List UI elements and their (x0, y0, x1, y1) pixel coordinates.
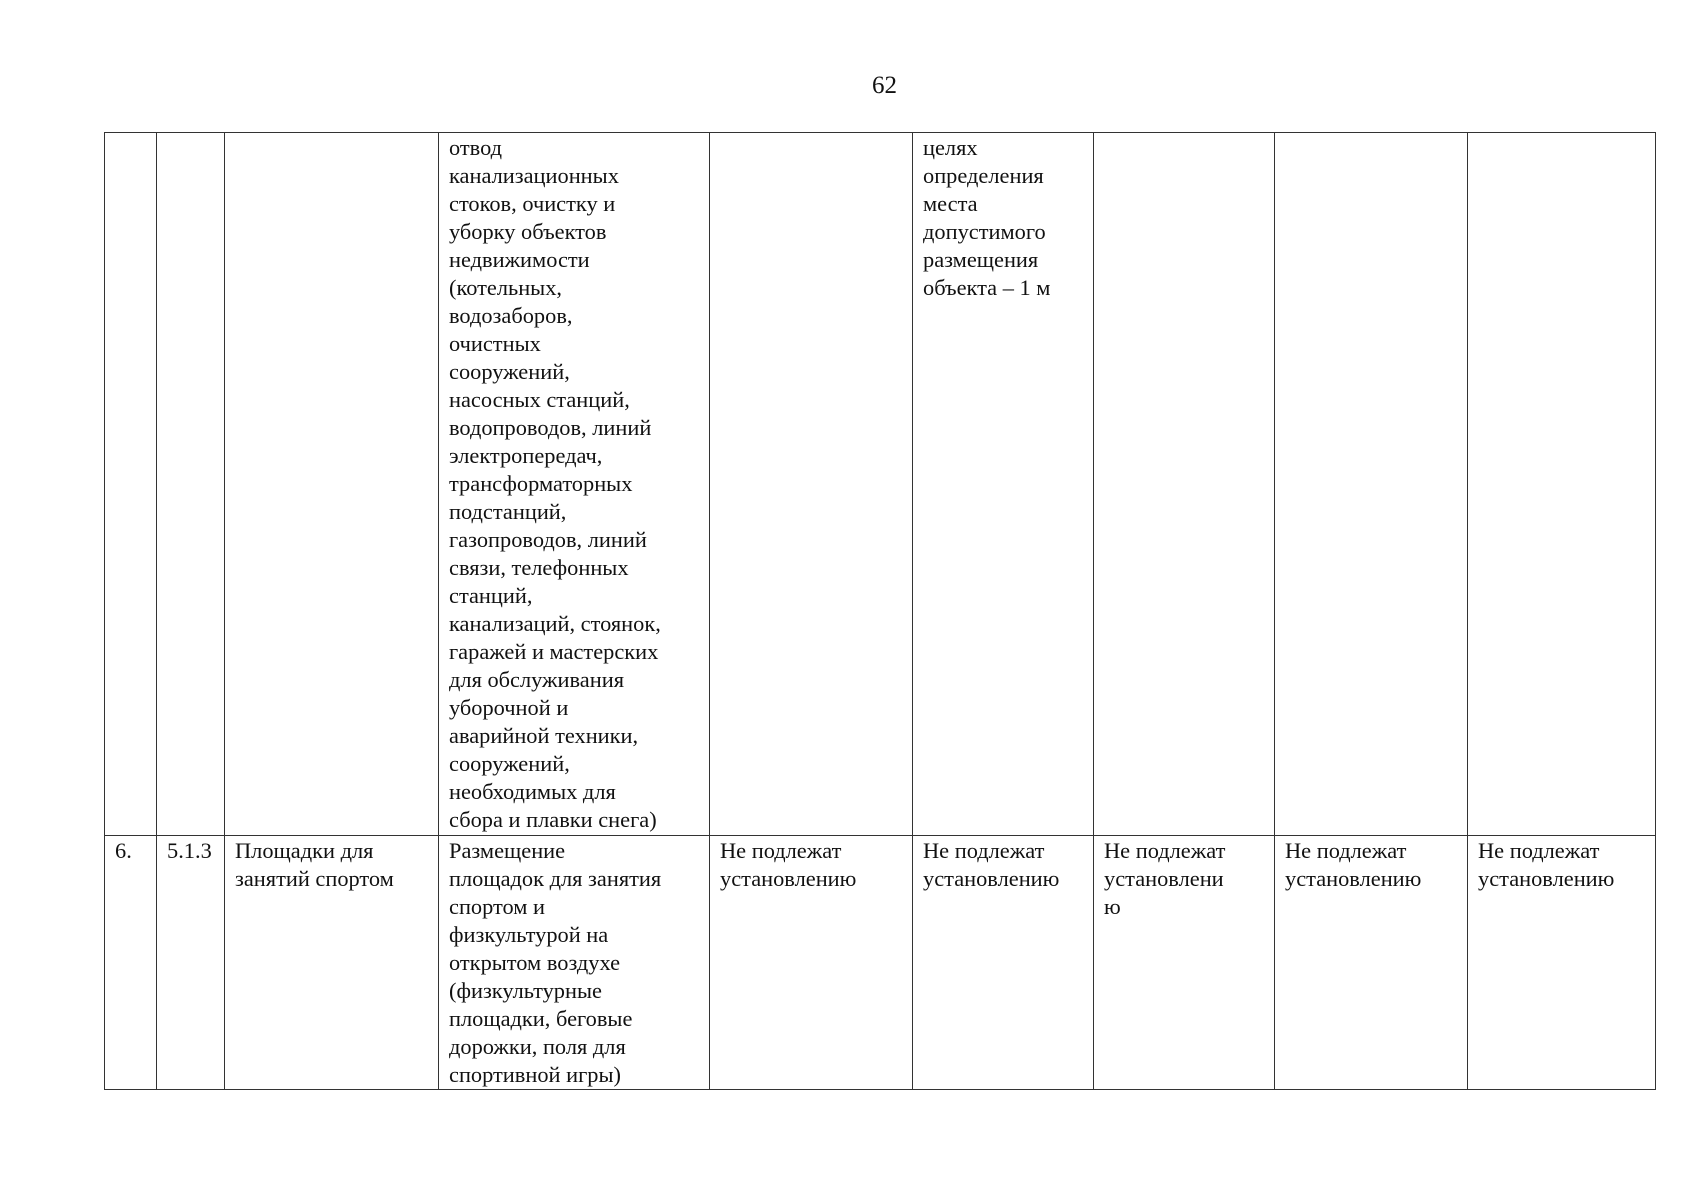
cell-param-2: целях определения места допустимого размещения объекта – 1 м (913, 133, 1094, 836)
cell-param-1 (710, 133, 913, 836)
cell-use-type: Площадки для занятий спортом (225, 836, 439, 1090)
cell-param-5: Не подлежат установлению (1468, 836, 1656, 1090)
cell-param-4 (1275, 133, 1468, 836)
cell-param-4: Не подлежат установлению (1275, 836, 1468, 1090)
table-row (105, 133, 1656, 836)
cell-description: отвод канализационных стоков, очистку и уборку объектов недвижимости (котельных, водозаборов, очистных сооружений, насосных станций, водопроводов, линий электропередач, трансформаторных подстанций, газопроводов, линий связи, телефонных станций, канализаций, стоянок, гаражей и мастерских для обслуживания уборочной и аварийной техники, сооружений, необходимых для сбора и плавки снега) (439, 133, 710, 836)
cell-code: 5.1.3 (157, 836, 225, 1090)
cell-description: Размещение площадок для занятия спортом и физкультурой на открытом воздухе (физкультурные площадки, беговые дорожки, поля для спортивной игры) (439, 836, 710, 1090)
cell-param-3 (1094, 133, 1275, 836)
cell-use-type (225, 133, 439, 836)
cell-code (157, 133, 225, 836)
cell-param-1: Не подлежат установлению (710, 836, 913, 1090)
cell-row-number: 6. (105, 836, 157, 1090)
page-number: 62 (872, 72, 897, 99)
cell-param-5 (1468, 133, 1656, 836)
table-row (105, 836, 1656, 1090)
regulations-table (104, 132, 1656, 1090)
cell-param-2: Не подлежат установлению (913, 836, 1094, 1090)
cell-param-3: Не подлежат установлени ю (1094, 836, 1275, 1090)
cell-row-number (105, 133, 157, 836)
